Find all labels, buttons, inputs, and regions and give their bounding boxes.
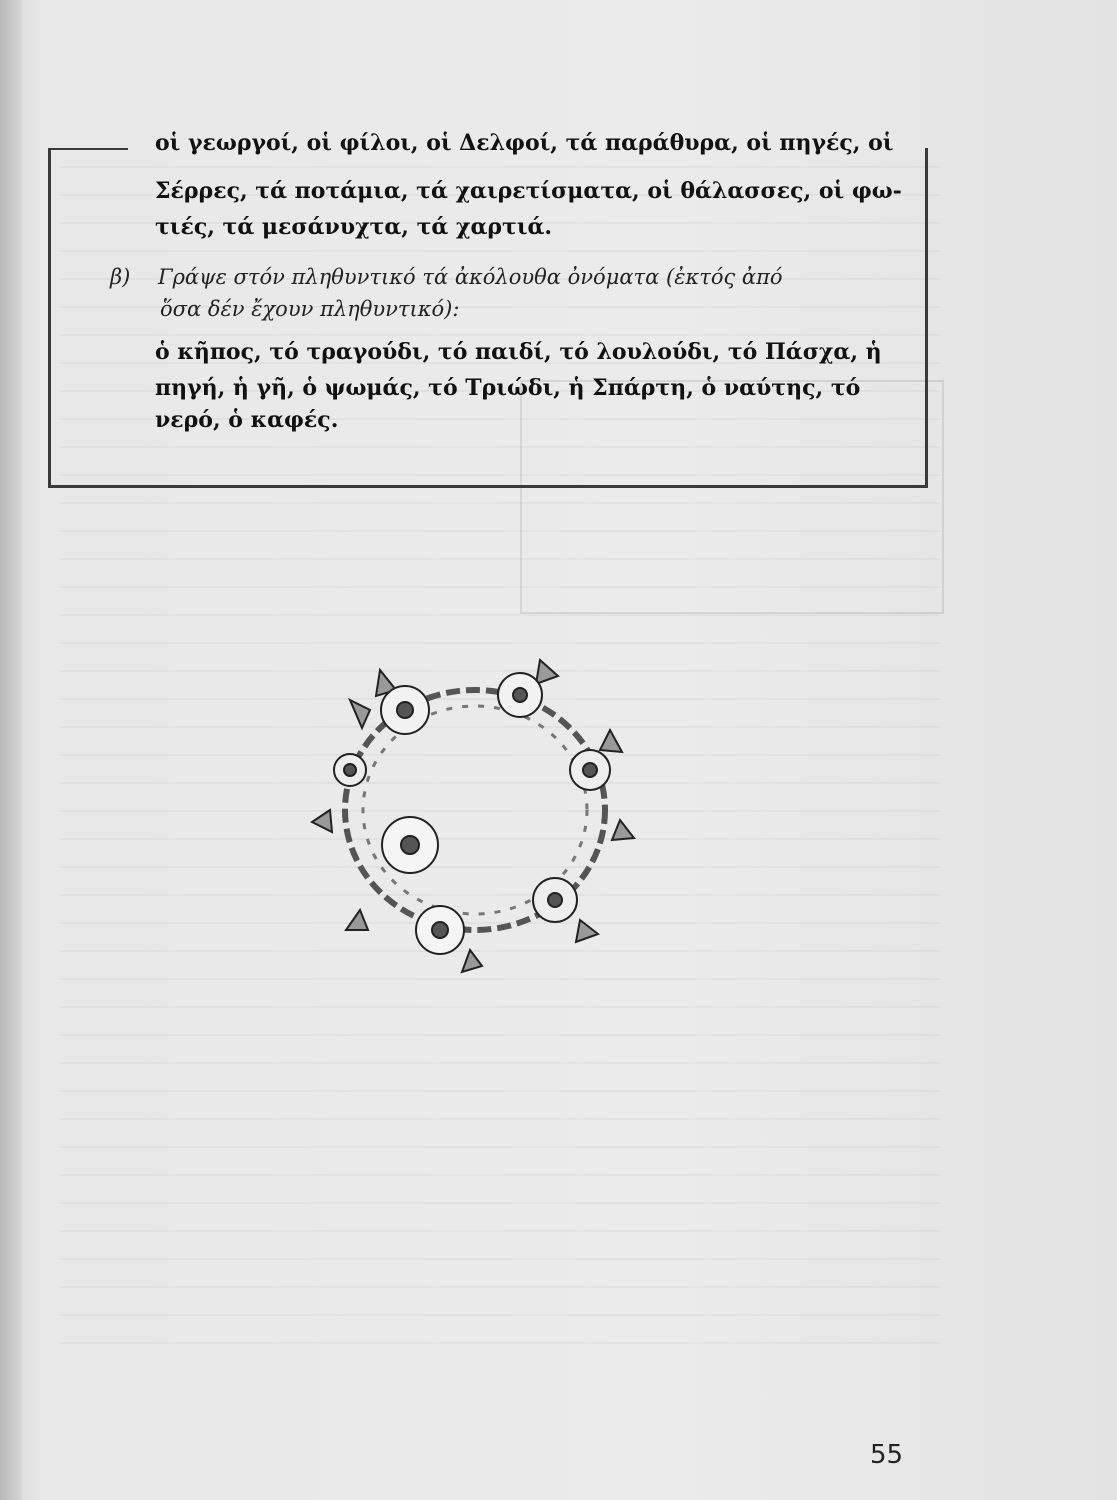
exercise-a-line-1: οἱ γεωργοί, οἱ φίλοι, οἱ Δελφοί, τά παράθυρα, οἱ πηγές, οἱ bbox=[155, 130, 894, 156]
book-binding-edge bbox=[0, 0, 22, 1500]
exercise-b-label: β) bbox=[110, 265, 131, 289]
exercise-b-instruction-line-1 bbox=[110, 262, 890, 292]
exercise-b-instruction-text: Γράψε στόν πληθυντικό τά ἀκόλουθα ὀνόματα (ἐκτός ἀπό bbox=[158, 265, 783, 289]
exercise-box-top-rule bbox=[48, 148, 128, 150]
exercise-box-right-cap bbox=[925, 160, 928, 180]
exercise-a-line-2: Σέρρες, τά ποτάμια, τά χαιρετίσματα, οἱ θάλασσες, οἱ φω- bbox=[155, 178, 902, 204]
page-number: 55 bbox=[870, 1440, 904, 1470]
exercise-b-words-line-3: νερό, ὁ καφές. bbox=[155, 407, 339, 433]
exercise-b-words-line-2: πηγή, ἡ γῆ, ὁ ψωμάς, τό Τριώδι, ἡ Σπάρτη, ὁ ναύτης, τό bbox=[155, 375, 861, 401]
flower-wreath-illustration bbox=[290, 640, 660, 980]
exercise-b-instruction-line-2: ὅσα δέν ἔχουν πληθυντικό): bbox=[160, 297, 460, 321]
exercise-b-words-line-1: ὁ κῆπος, τό τραγούδι, τό παιδί, τό λουλούδι, τό Πάσχα, ἡ bbox=[155, 339, 882, 365]
exercise-a-line-3: τιές, τά μεσάνυχτα, τά χαρτιά. bbox=[155, 214, 553, 240]
